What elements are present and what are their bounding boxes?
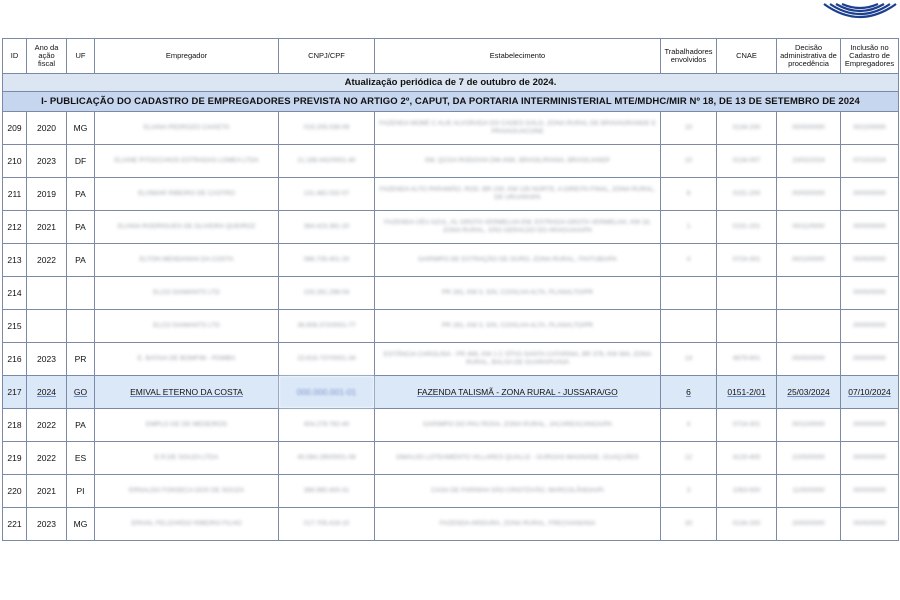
cell-workers: 10 <box>661 145 717 178</box>
cell-decision <box>777 277 841 310</box>
cell-establishment: FAZENDA TALISMÃ - ZONA RURAL - JUSSARA/GO <box>375 376 661 409</box>
cell-employer: ERIVAL FELIZARDO RIBEIRO FILHO <box>95 508 279 541</box>
cell-uf <box>67 310 95 343</box>
cell-establishment: PR 281, KM 3, S/N, COXILHA ALTA, PLANALTO/PR <box>375 310 661 343</box>
cell-workers: 20 <box>661 508 717 541</box>
table-row <box>3 475 899 508</box>
cell-year: 2022 <box>27 244 67 277</box>
cell-id: 216 <box>3 343 27 376</box>
cell-cnae: 0151-200 <box>717 178 777 211</box>
cell-cnpj: 233.281.298-04 <box>279 277 375 310</box>
cell-id: 211 <box>3 178 27 211</box>
cell-cnpj: 404.278.782-40 <box>279 409 375 442</box>
cell-cnpj: 36.908.372/0001-77 <box>279 310 375 343</box>
cell-cnae: 0724-301 <box>717 244 777 277</box>
cell-id: 214 <box>3 277 27 310</box>
cell-cnpj: 23.818.737/0001-34 <box>279 343 375 376</box>
cell-decision <box>777 310 841 343</box>
cell-establishment: FAZENDA CÉU AZUL, AL GROTA VERMELHA EM, ESTRADA GROTA VERMELHA, KM 18, ZONA RURAL, SÃO GERALDO DO ARAGUAIA/PA <box>375 211 661 244</box>
cell-uf: PA <box>67 211 95 244</box>
logo-graphic <box>822 0 898 28</box>
cell-workers: 14 <box>661 343 717 376</box>
table-row <box>3 442 899 475</box>
cell-cnae: 4120-400 <box>717 442 777 475</box>
cell-workers: 4 <box>661 244 717 277</box>
cell-uf <box>67 277 95 310</box>
cell-uf: PR <box>67 343 95 376</box>
cell-uf: MG <box>67 508 95 541</box>
cell-decision: 00/11/0000 <box>777 211 841 244</box>
cell-decision: 00/00/0000 <box>777 112 841 145</box>
cell-cnae: 0151-201 <box>717 211 777 244</box>
table-row <box>3 508 899 541</box>
cell-id: 220 <box>3 475 27 508</box>
table-row <box>3 409 899 442</box>
cell-cnpj: 017.705.418-10 <box>279 508 375 541</box>
cell-id: 209 <box>3 112 27 145</box>
cell-cnae: 0151-2/01 <box>717 376 777 409</box>
cell-inclusion: 00/00/0000 <box>841 178 899 211</box>
col-cnpj: CNPJ/CPF <box>279 39 375 74</box>
cell-workers: 10 <box>661 112 717 145</box>
update-banner: Atualização periódica de 7 de outubro de 2024. <box>3 74 899 92</box>
cell-decision: 00/00/0000 <box>777 178 841 211</box>
table-row <box>3 112 899 145</box>
cell-workers: 1 <box>661 211 717 244</box>
cell-year: 2023 <box>27 145 67 178</box>
col-uf: UF <box>67 39 95 74</box>
cell-decision: 00/10/0000 <box>777 409 841 442</box>
col-workers: Trabalhadores envolvidos <box>661 39 717 74</box>
cell-cnpj: 366.980.400-31 <box>279 475 375 508</box>
cell-employer: EMPLO GE DE MEDEIROS <box>95 409 279 442</box>
cell-employer: E.R.DE SOUZA LTDA <box>95 442 279 475</box>
col-cnae: CNAE <box>717 39 777 74</box>
cell-inclusion: 00/00/0000 <box>841 343 899 376</box>
column-header-row <box>3 39 899 74</box>
cell-employer: ELCO DIAMANTS LTD <box>95 310 279 343</box>
table-row <box>3 145 899 178</box>
table-body <box>3 112 899 541</box>
publication-title: I- PUBLICAÇÃO DO CADASTRO DE EMPREGADORES PREVISTA NO ARTIGO 2º, CAPUT, DA PORTARIA INTERMINISTERIAL MTE/MDHC/MIR Nº 18, DE 13 DE SETEMBRO DE 2024 <box>3 92 899 112</box>
cell-decision: 20/00/0000 <box>777 508 841 541</box>
cell-establishment: DMAUJO LOTEAMENTO VILLARES QUALLE - GUROAS MAGNADE, GUAÇUÍ/ES <box>375 442 661 475</box>
col-inclusion: Inclusão no Cadastro de Empregadores <box>841 39 899 74</box>
cell-year: 2023 <box>27 508 67 541</box>
cell-inclusion: 07/10/2024 <box>841 145 899 178</box>
cell-cnpj: 21.188.442/0001-40 <box>279 145 375 178</box>
cell-employer: ELIANA RODRIGUES DE OLIVEIRA QUEIROZ <box>95 211 279 244</box>
cell-workers: 8 <box>661 178 717 211</box>
cell-inclusion: 00/10/0000 <box>841 112 899 145</box>
cell-workers: 6 <box>661 376 717 409</box>
cell-cnae: 0134-200 <box>717 508 777 541</box>
cell-id: 218 <box>3 409 27 442</box>
cell-decision: 25/03/2024 <box>777 376 841 409</box>
cell-year: 2020 <box>27 112 67 145</box>
cell-establishment: FAZENDA ARIDURA, ZONA RURAL, FRECHANIANA <box>375 508 661 541</box>
cell-cnae: 0134-007 <box>717 145 777 178</box>
cell-cnpj: 086.735.401-20 <box>279 244 375 277</box>
cell-decision: 22/00/0000 <box>777 442 841 475</box>
col-year: Ano da ação fiscal <box>27 39 67 74</box>
cell-establishment: ESTÂNCIA CAROLINA - PR 466, KM 1 C SÍTIO SANTA CATARINA, BR 376, KM 384, ZONA RURAL, BALSA DE GUARAPUAVA <box>375 343 661 376</box>
table-row <box>3 211 899 244</box>
cell-workers: 3 <box>661 475 717 508</box>
cell-establishment: SM, QCGA RODOVIA DM-ANK, BRASILIRANIA, BRASILIANDF <box>375 145 661 178</box>
cell-employer: ELTON MENDANHA DA COSTA <box>95 244 279 277</box>
col-employer: Empregador <box>95 39 279 74</box>
cell-employer: ERNALDO FONSECA DOS DE SOUZA <box>95 475 279 508</box>
cell-cnpj: 131.482.032-07 <box>279 178 375 211</box>
cell-cnae <box>717 277 777 310</box>
cell-id: 213 <box>3 244 27 277</box>
cell-id: 221 <box>3 508 27 541</box>
cell-establishment: GARIMPO DO PAU ROSA, ZONA RURAL, JACAREACANGA/PA <box>375 409 661 442</box>
cell-uf: MG <box>67 112 95 145</box>
cell-cnae <box>717 310 777 343</box>
cell-establishment: PR 281, KM 3, S/N, COXILHA ALTA, PLANALTO/PR <box>375 277 661 310</box>
cell-cnpj: 019.205.036-09 <box>279 112 375 145</box>
cell-workers: 12 <box>661 442 717 475</box>
cell-uf: PI <box>67 475 95 508</box>
cell-establishment: FAZENDA MOBÉ C ALIE ALVORADA DO CADES GALO, ZONA RURAL DE BRAVAGRANDE E PRAIAGUACONE <box>375 112 661 145</box>
cell-uf: PA <box>67 244 95 277</box>
cell-uf: DF <box>67 145 95 178</box>
table-row <box>3 178 899 211</box>
cell-inclusion: 07/10/2024 <box>841 376 899 409</box>
cell-id: 215 <box>3 310 27 343</box>
cell-uf: GO <box>67 376 95 409</box>
cell-employer: ELCO DIAMANTS LTD <box>95 277 279 310</box>
table-row <box>3 376 899 409</box>
table-row <box>3 310 899 343</box>
table-row <box>3 343 899 376</box>
cell-inclusion: 00/00/0000 <box>841 211 899 244</box>
cell-id: 212 <box>3 211 27 244</box>
cell-cnpj: 364.423.381-20 <box>279 211 375 244</box>
cell-year: 2023 <box>27 343 67 376</box>
cell-workers <box>661 310 717 343</box>
col-decision: Decisão administrativa de procedência <box>777 39 841 74</box>
cell-inclusion: 00/00/0000 <box>841 475 899 508</box>
cell-employer: ELIANA PEDROZO CAIXETA <box>95 112 279 145</box>
cell-employer: EMIVAL ETERNO DA COSTA <box>95 376 279 409</box>
cell-cnae: 0724-301 <box>717 409 777 442</box>
cell-id: 217 <box>3 376 27 409</box>
cell-inclusion: 00/00/0000 <box>841 409 899 442</box>
cell-decision: 11/00/0000 <box>777 475 841 508</box>
cell-employer: ELIANE PITOCCHIOS ESTRADAS LOMEA LTDA <box>95 145 279 178</box>
cell-inclusion: 00/00/0000 <box>841 310 899 343</box>
cell-year: 2022 <box>27 409 67 442</box>
cell-decision: 23/02/2024 <box>777 145 841 178</box>
cell-uf: PA <box>67 409 95 442</box>
cell-uf: ES <box>67 442 95 475</box>
cell-inclusion: 00/00/0000 <box>841 244 899 277</box>
employer-register-table <box>2 38 899 541</box>
cell-cnae: 1063-500 <box>717 475 777 508</box>
cell-year <box>27 277 67 310</box>
cell-cnpj: 000.000.001-01 <box>279 376 375 409</box>
col-establishment: Estabelecimento <box>375 39 661 74</box>
col-id: ID <box>3 39 27 74</box>
cell-decision: 00/10/0000 <box>777 244 841 277</box>
table-row <box>3 244 899 277</box>
cell-year: 2021 <box>27 211 67 244</box>
cell-cnae: 0134-200 <box>717 112 777 145</box>
cell-uf: PA <box>67 178 95 211</box>
cell-workers <box>661 277 717 310</box>
cell-year: 2019 <box>27 178 67 211</box>
cell-year: 2024 <box>27 376 67 409</box>
cell-employer: ELISMAR RIBEIRO DE CASTRO <box>95 178 279 211</box>
cell-inclusion: 00/00/0000 <box>841 442 899 475</box>
cell-id: 219 <box>3 442 27 475</box>
cell-workers: 4 <box>661 409 717 442</box>
cell-cnae: 4679-601 <box>717 343 777 376</box>
cell-year: 2022 <box>27 442 67 475</box>
cell-decision: 00/00/0000 <box>777 343 841 376</box>
cell-establishment: CASA DE FARINHA SÃO CRISTÓVÃO, MARCOLÂNDIA/PI <box>375 475 661 508</box>
cell-inclusion: 00/00/0000 <box>841 508 899 541</box>
table-row <box>3 277 899 310</box>
cell-cnpj: 40.084.290/0001-08 <box>279 442 375 475</box>
cell-employer: E. BATAIA DE BOMFIM - POMBA <box>95 343 279 376</box>
cell-establishment: GARIMPO DE EXTRAÇÃO DE OURO, ZONA RURAL, ITAITUBA/PA <box>375 244 661 277</box>
cell-year <box>27 310 67 343</box>
cell-id: 210 <box>3 145 27 178</box>
employer-register-sheet <box>2 38 898 541</box>
cell-inclusion: 00/00/0000 <box>841 277 899 310</box>
cell-establishment: FAZENDA ALTO PARAMÃO, ROD. BR 230, KM 135 NORTE, A DIREITA FINAL, ZONA RURAL, DE URUARAPA <box>375 178 661 211</box>
cell-year: 2021 <box>27 475 67 508</box>
